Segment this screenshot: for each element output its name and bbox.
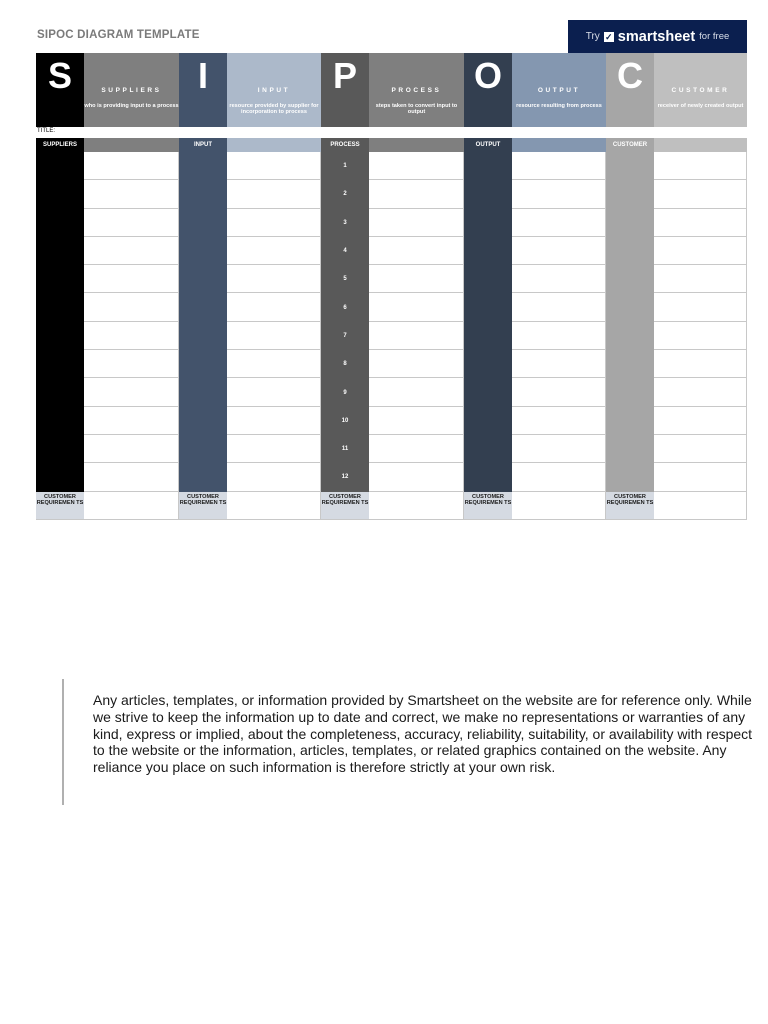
badge-try-text: Try bbox=[585, 31, 600, 42]
header-letter-customer: C bbox=[606, 53, 654, 127]
column-stripe-output bbox=[464, 293, 512, 321]
table-cell-customer[interactable] bbox=[654, 265, 747, 293]
process-step-number: 12 bbox=[321, 463, 369, 491]
table-cell-output[interactable] bbox=[512, 435, 606, 463]
table-cell-output[interactable] bbox=[512, 322, 606, 350]
table-cell-customer[interactable] bbox=[654, 350, 747, 378]
table-cell-output[interactable] bbox=[512, 265, 606, 293]
process-step-number: 10 bbox=[321, 407, 369, 435]
table-cell-process[interactable] bbox=[369, 209, 464, 237]
column-header-customer: CUSTOMER bbox=[606, 138, 654, 152]
column-stripe-suppliers bbox=[36, 209, 84, 237]
column-header-suppliers: SUPPLIERS bbox=[36, 138, 84, 152]
customer-requirements-cell[interactable] bbox=[369, 492, 464, 520]
column-stripe-output bbox=[464, 180, 512, 208]
table-cell-output[interactable] bbox=[512, 152, 606, 180]
table-cell-suppliers[interactable] bbox=[84, 378, 179, 406]
table-cell-output[interactable] bbox=[512, 463, 606, 491]
process-step-number: 11 bbox=[321, 435, 369, 463]
column-stripe-output bbox=[464, 237, 512, 265]
table-cell-output[interactable] bbox=[512, 237, 606, 265]
table-cell-process[interactable] bbox=[369, 180, 464, 208]
table-cell-customer[interactable] bbox=[654, 237, 747, 265]
table-cell-input[interactable] bbox=[227, 209, 321, 237]
header-letter-input: I bbox=[179, 53, 227, 127]
table-cell-input[interactable] bbox=[227, 237, 321, 265]
smartsheet-logo-icon: ✓ bbox=[605, 31, 613, 42]
table-cell-input[interactable] bbox=[227, 463, 321, 491]
customer-requirements-cell[interactable] bbox=[512, 492, 606, 520]
table-cell-customer[interactable] bbox=[654, 180, 747, 208]
process-step-number: 2 bbox=[321, 180, 369, 208]
table-cell-suppliers[interactable] bbox=[84, 237, 179, 265]
column-stripe-suppliers bbox=[36, 435, 84, 463]
column-stripe-suppliers bbox=[36, 378, 84, 406]
column-stripe-suppliers bbox=[36, 237, 84, 265]
column-stripe-input bbox=[179, 435, 227, 463]
table-cell-process[interactable] bbox=[369, 378, 464, 406]
column-stripe-input bbox=[179, 322, 227, 350]
table-cell-output[interactable] bbox=[512, 350, 606, 378]
table-cell-suppliers[interactable] bbox=[84, 209, 179, 237]
header-name: SUPPLIERS bbox=[101, 87, 162, 94]
table-cell-input[interactable] bbox=[227, 152, 321, 180]
table-cell-suppliers[interactable] bbox=[84, 265, 179, 293]
customer-requirements-label: CUSTOMER REQUIREMEN TS bbox=[321, 492, 369, 520]
column-stripe-output bbox=[464, 152, 512, 180]
header-subtitle: steps taken to convert input to output bbox=[375, 103, 458, 116]
table-cell-suppliers[interactable] bbox=[84, 463, 179, 491]
table-cell-input[interactable] bbox=[227, 322, 321, 350]
process-step-number: 1 bbox=[321, 152, 369, 180]
sipoc-header bbox=[36, 53, 747, 127]
column-stripe-output bbox=[464, 435, 512, 463]
column-stripe-output bbox=[464, 463, 512, 491]
column-stripe-suppliers bbox=[36, 407, 84, 435]
table-cell-customer[interactable] bbox=[654, 463, 747, 491]
header-subtitle: receiver of newly created output bbox=[657, 103, 744, 109]
table-cell-input[interactable] bbox=[227, 407, 321, 435]
column-stripe-suppliers bbox=[36, 180, 84, 208]
column-stripe-input bbox=[179, 209, 227, 237]
customer-requirements-label: CUSTOMER REQUIREMEN TS bbox=[606, 492, 654, 520]
badge-brand-text: smartsheet bbox=[617, 28, 696, 45]
column-header-band bbox=[654, 138, 747, 152]
column-stripe-suppliers bbox=[36, 350, 84, 378]
customer-requirements-label: CUSTOMER REQUIREMEN TS bbox=[179, 492, 227, 520]
column-stripe-output bbox=[464, 209, 512, 237]
table-cell-customer[interactable] bbox=[654, 209, 747, 237]
table-cell-suppliers[interactable] bbox=[84, 152, 179, 180]
column-stripe-input bbox=[179, 152, 227, 180]
disclaimer-text: Any articles, templates, or information provided by Smartsheet on the website are for reference only. While we strive to keep the information up to date and correct, we make no representations or warranties of any kind, express or implied, about the completeness, accuracy, reliability, suitability, or availability with respect to the website or the information, articles, templates, or related graphics contained on the website. Any reliance you place on such information is therefore strictly at your own risk. bbox=[62, 679, 768, 805]
process-step-number: 6 bbox=[321, 293, 369, 321]
table-cell-process[interactable] bbox=[369, 293, 464, 321]
table-cell-process[interactable] bbox=[369, 463, 464, 491]
process-step-number: 9 bbox=[321, 378, 369, 406]
column-stripe-output bbox=[464, 407, 512, 435]
column-stripe-output bbox=[464, 378, 512, 406]
header-subtitle: resource provided by supplier for incorporation to process bbox=[229, 103, 319, 116]
table-cell-output[interactable] bbox=[512, 378, 606, 406]
header-name: PROCESS bbox=[391, 87, 442, 94]
customer-requirements-cell[interactable] bbox=[84, 492, 179, 520]
table-cell-input[interactable] bbox=[227, 378, 321, 406]
column-stripe-input bbox=[179, 265, 227, 293]
column-stripe-suppliers bbox=[36, 322, 84, 350]
header-name: OUTPUT bbox=[537, 87, 581, 94]
column-stripe-input bbox=[179, 350, 227, 378]
table-cell-process[interactable] bbox=[369, 322, 464, 350]
table-cell-customer[interactable] bbox=[654, 322, 747, 350]
badge-free-text: for free bbox=[699, 31, 730, 42]
table-cell-process[interactable] bbox=[369, 237, 464, 265]
table-cell-input[interactable] bbox=[227, 293, 321, 321]
column-stripe-customer bbox=[606, 463, 654, 491]
column-header-process: PROCESS bbox=[321, 138, 369, 152]
customer-requirements-cell[interactable] bbox=[227, 492, 321, 520]
column-stripe-output bbox=[464, 350, 512, 378]
column-stripe-customer bbox=[606, 293, 654, 321]
table-cell-input[interactable] bbox=[227, 435, 321, 463]
customer-requirements-label: CUSTOMER REQUIREMEN TS bbox=[36, 492, 84, 520]
column-stripe-output bbox=[464, 322, 512, 350]
table-cell-output[interactable] bbox=[512, 180, 606, 208]
header-name: INPUT bbox=[257, 87, 291, 94]
table-cell-input[interactable] bbox=[227, 350, 321, 378]
header-letter-suppliers: S bbox=[36, 53, 84, 127]
column-stripe-customer bbox=[606, 407, 654, 435]
process-step-number: 5 bbox=[321, 265, 369, 293]
column-stripe-input bbox=[179, 407, 227, 435]
column-stripe-customer bbox=[606, 152, 654, 180]
header-letter-output: O bbox=[464, 53, 512, 127]
column-header-input: INPUT bbox=[179, 138, 227, 152]
process-step-number: 7 bbox=[321, 322, 369, 350]
process-step-number: 4 bbox=[321, 237, 369, 265]
table-cell-process[interactable] bbox=[369, 407, 464, 435]
column-stripe-customer bbox=[606, 209, 654, 237]
table-cell-customer[interactable] bbox=[654, 435, 747, 463]
column-stripe-customer bbox=[606, 322, 654, 350]
header-desc-customer bbox=[654, 53, 747, 127]
customer-requirements-cell[interactable] bbox=[654, 492, 747, 520]
header-desc-suppliers bbox=[84, 53, 179, 127]
column-header-band bbox=[369, 138, 464, 152]
header-name: CUSTOMER bbox=[671, 87, 730, 94]
table-cell-customer[interactable] bbox=[654, 407, 747, 435]
column-header-band bbox=[227, 138, 321, 152]
column-stripe-input bbox=[179, 237, 227, 265]
column-stripe-input bbox=[179, 463, 227, 491]
column-header-band bbox=[512, 138, 606, 152]
column-stripe-input bbox=[179, 378, 227, 406]
table-cell-output[interactable] bbox=[512, 293, 606, 321]
table-cell-suppliers[interactable] bbox=[84, 180, 179, 208]
table-cell-process[interactable] bbox=[369, 435, 464, 463]
table-cell-suppliers[interactable] bbox=[84, 293, 179, 321]
table-cell-input[interactable] bbox=[227, 265, 321, 293]
process-step-number: 8 bbox=[321, 350, 369, 378]
column-stripe-customer bbox=[606, 265, 654, 293]
column-stripe-customer bbox=[606, 180, 654, 208]
sipoc-table bbox=[36, 138, 747, 520]
table-cell-customer[interactable] bbox=[654, 378, 747, 406]
column-stripe-suppliers bbox=[36, 293, 84, 321]
table-cell-suppliers[interactable] bbox=[84, 435, 179, 463]
table-cell-process[interactable] bbox=[369, 152, 464, 180]
smartsheet-try-for-free-button[interactable] bbox=[568, 20, 747, 53]
header-desc-process bbox=[369, 53, 464, 127]
table-cell-output[interactable] bbox=[512, 209, 606, 237]
column-stripe-output bbox=[464, 265, 512, 293]
column-stripe-customer bbox=[606, 378, 654, 406]
column-stripe-customer bbox=[606, 435, 654, 463]
customer-requirements-label: CUSTOMER REQUIREMEN TS bbox=[464, 492, 512, 520]
table-cell-input[interactable] bbox=[227, 180, 321, 208]
header-subtitle: resource resulting from process bbox=[516, 103, 602, 109]
column-stripe-input bbox=[179, 180, 227, 208]
title-field-label: TITLE: bbox=[37, 128, 56, 134]
table-cell-suppliers[interactable] bbox=[84, 350, 179, 378]
header-subtitle: who is providing input to a process bbox=[84, 103, 179, 109]
header-desc-input bbox=[227, 53, 321, 127]
column-stripe-input bbox=[179, 293, 227, 321]
table-cell-suppliers[interactable] bbox=[84, 407, 179, 435]
table-cell-output[interactable] bbox=[512, 407, 606, 435]
process-step-number: 3 bbox=[321, 209, 369, 237]
column-stripe-customer bbox=[606, 237, 654, 265]
table-cell-customer[interactable] bbox=[654, 152, 747, 180]
column-stripe-suppliers bbox=[36, 265, 84, 293]
table-cell-suppliers[interactable] bbox=[84, 322, 179, 350]
table-cell-customer[interactable] bbox=[654, 293, 747, 321]
column-stripe-customer bbox=[606, 350, 654, 378]
header-desc-output bbox=[512, 53, 606, 127]
column-header-output: OUTPUT bbox=[464, 138, 512, 152]
table-cell-process[interactable] bbox=[369, 265, 464, 293]
header-letter-process: P bbox=[321, 53, 369, 127]
table-cell-process[interactable] bbox=[369, 350, 464, 378]
column-header-band bbox=[84, 138, 179, 152]
document-title: SIPOC DIAGRAM TEMPLATE bbox=[37, 29, 200, 41]
column-stripe-suppliers bbox=[36, 463, 84, 491]
column-stripe-suppliers bbox=[36, 152, 84, 180]
